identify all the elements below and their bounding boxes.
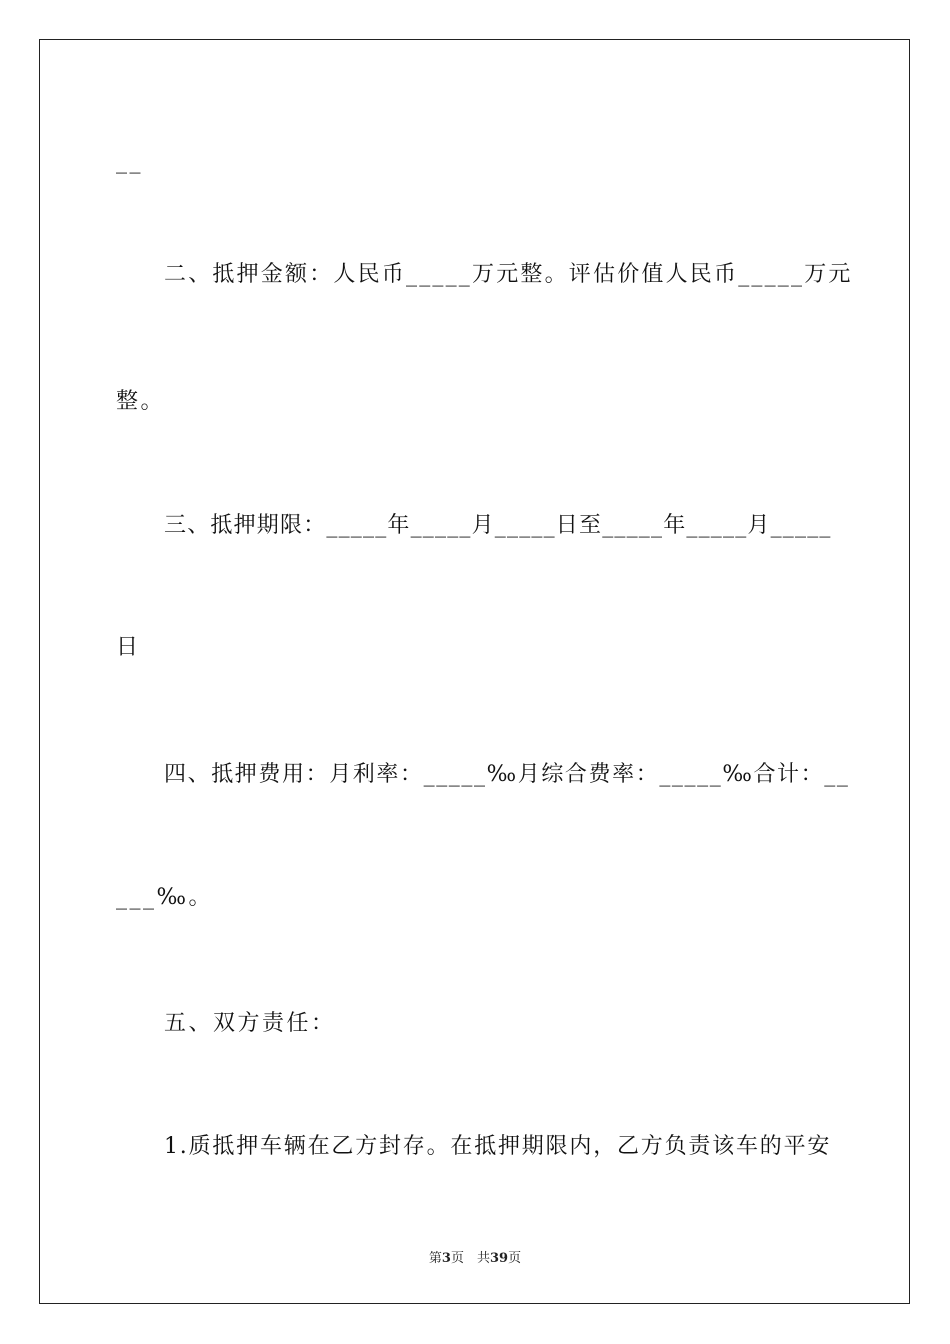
text-line-9: 1.质抵押车辆在乙方封存。在抵押期限内，乙方负责该车的平安 <box>164 1134 832 1159</box>
text-line-8: 五、双方责任： <box>164 1011 336 1036</box>
text-line-1: __ <box>116 149 143 174</box>
text-line-4: 三、抵押期限：_____年_____月_____日至_____年_____月_____ <box>164 513 832 538</box>
footer-page-total: 39 <box>489 1251 509 1266</box>
footer-prefix: 第 <box>428 1251 442 1266</box>
text-line-6: 四、抵押费用：月利率：_____‰月综合费率：_____‰合计：__ <box>164 762 850 787</box>
text-line-5: 日 <box>116 635 141 660</box>
footer-suffix: 页 <box>508 1251 522 1266</box>
text-line-2 <box>164 260 853 290</box>
footer-page-current: 3 <box>441 1251 451 1266</box>
text-line-3: 整。 <box>116 389 166 414</box>
text-line-7: ___‰。 <box>116 885 214 910</box>
page-border <box>39 39 910 1304</box>
page-footer <box>0 1247 950 1266</box>
text-line-2-content: 二、抵押金额：人民币_____万元整。评估价值人民币_____万元 <box>164 262 853 287</box>
footer-mid: 页 共 <box>450 1251 490 1266</box>
